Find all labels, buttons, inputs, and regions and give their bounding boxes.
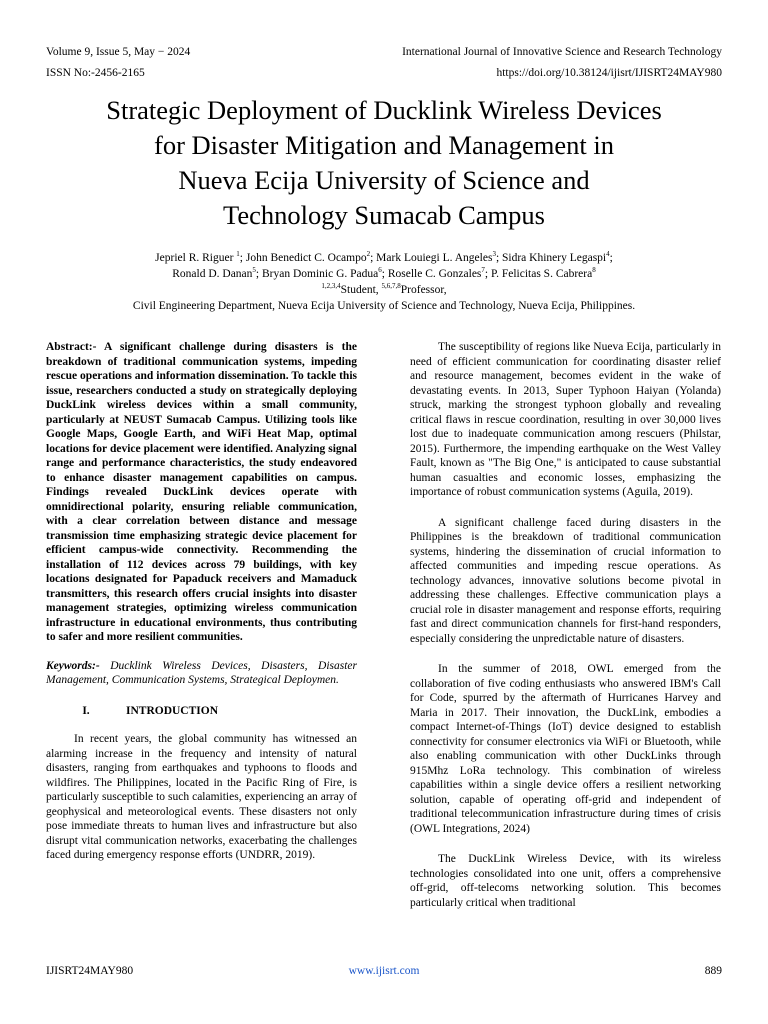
- author-block: [40, 250, 728, 314]
- title-line: Strategic Deployment of Ducklink Wireless Devices: [106, 95, 662, 125]
- author-affiliation: Civil Engineering Department, Nueva Ecija University of Science and Technology, Nueva Ecija, Philippines.: [132, 300, 636, 312]
- footer-site-link[interactable]: www.ijisrt.com: [348, 965, 420, 977]
- intro-paragraph: In recent years, the global community has witnessed an alarming increase in the frequency and intensity of natural disasters, ranging from earthquakes and typhoons to floods and wildfires. The Philippines, located in the Pacific Ring of Fire, is particularly susceptible to such calamities, experiencing an array of geophysical and meteorological events. These disasters not only pose immediate threats to human lives and infrastructure but also disrupt vital communication networks, exacerbating the challenges faced during emergency response efforts (UNDRR, 2019).: [46, 733, 357, 861]
- title-line: for Disaster Mitigation and Management in: [154, 130, 614, 160]
- title-line: Technology Sumacab Campus: [223, 200, 545, 230]
- paper-title: [40, 93, 728, 233]
- footer-id: IJISRT24MAY980: [46, 965, 134, 977]
- section-title: INTRODUCTION: [126, 704, 219, 717]
- author-roles: $^{1,2,3,4}$Student, $^{5,6,7,8}$Professor,: [321, 282, 447, 296]
- section-number: I.: [82, 704, 90, 717]
- right-column: [410, 340, 721, 910]
- header-issn: ISSN No:-2456-2165: [46, 67, 145, 79]
- body-paragraph: The DuckLink Wireless Device, with its wireless technologies consolidated into one unit, offers a comprehensive off-grid, off-telecoms networking solution. This becomes particularly critical when traditional: [410, 853, 721, 909]
- keywords-label: Keywords:-: [46, 659, 100, 672]
- header-volume: Volume 9, Issue 5, May − 2024: [46, 46, 191, 58]
- body-paragraph: A significant challenge faced during disasters in the Philippines is the breakdown of traditional communication systems, hindering the dissemination of crucial information to affected communities and impeding rescue operations. As technology advances, innovative solutions become pivotal in addressing these challenges. Effective communication plays a crucial role in disaster management and response efforts, requiring fast and direct communication channels for first-hand responders, especially considering the unpredictable nature of disasters.: [410, 516, 721, 645]
- page-number: 889: [704, 965, 722, 977]
- author-line-1: Jepriel R. Riguer $^1$; John Benedict C. Ocampo$^2$; Mark Louiegi L. Angeles$^3$; Sidra Khinery Legaspi$^4$;: [155, 250, 613, 264]
- keywords: [46, 659, 357, 688]
- abstract: Abstract:- A significant challenge during disasters is the breakdown of traditional communication systems, impeding rescue operations and information dissemination. To tackle this issue, researchers conducted a study on strategically deploying DuckLink wireless devices within a small community, particularly at NEUST Sumacab Campus. Utilizing tools like Google Maps, Google Earth, and WiFi Heat Map, optimal locations for device placement were identified. Analyzing signal range and performance characteristics, the study endeavored to enhance disaster management capabilities on campus. Findings revealed DuckLink devices operate with omnidirectional polarity, ensuring reliable communication, with a clear correlation between distance and message transmission time emphasizing strategic device placement for efficient campus-wide connectivity. Recommending the installation of 112 devices across 79 buildings, with key locations designated for Papaduck receivers and Mamaduck transmitters, this research offers crucial insights into disaster management strategies, optimizing wireless communication infrastructure in educational environments, thus contributing to safer and more resilient communities.: [46, 341, 357, 643]
- author-line-2: Ronald D. Danan$^5$; Bryan Dominic G. Padua$^6$; Roselle C. Gonzales$^7$; P. Felicitas S. Cabrera$^8$: [172, 266, 596, 280]
- body-paragraph: The susceptibility of regions like Nueva Ecija, particularly in need of efficient communication for coordinating disaster relief and resource management, becomes evident in the wake of devastating events. In 2013, Super Typhoon Haiyan (Yolanda) struck, marking the strongest typhoon globally and revealing critical flaws in rescue coordination, resulting in over 30,000 lives lost due to inadequate communication among rescuers (Philstar, 2015). Furthermore, the impending earthquake on the West Valley Fault, known as "The Big One," is anticipated to cause substantial human casualties and economic losses, emphasizing the importance of robust communication systems (Aguila, 2019).: [410, 341, 721, 498]
- section-heading: [46, 704, 357, 719]
- header-journal: International Journal of Innovative Science and Research Technology: [402, 46, 722, 58]
- header-doi[interactable]: https://doi.org/10.38124/ijisrt/IJISRT24MAY980: [496, 67, 722, 79]
- body-paragraph: In the summer of 2018, OWL emerged from the collaboration of five coding enthusiasts who answered IBM's Call for Code, spurred by the aftermath of Hurricanes Harvey and Maria in 2017. Their innovation, the DuckLink, embodies a compact Internet-of-Things (IoT) device designed to establish connectivity for consumer electronics via WiFi or Bluetooth, while also enabling communication with other DuckLinks through 915Mhz LoRa technology. This combination of wireless capabilities within a single device offers a resilient networking solution, capable of operating off-grid and independent of traditional telecommunication infrastructure during times of crisis (OWL Integrations, 2024): [410, 663, 721, 835]
- keywords-text: Ducklink Wireless Devices, Disasters, Disaster Management, Communication Systems, Strategical Deploymen.: [46, 659, 357, 686]
- left-column: [46, 340, 357, 863]
- title-line: Nueva Ecija University of Science and: [178, 165, 590, 195]
